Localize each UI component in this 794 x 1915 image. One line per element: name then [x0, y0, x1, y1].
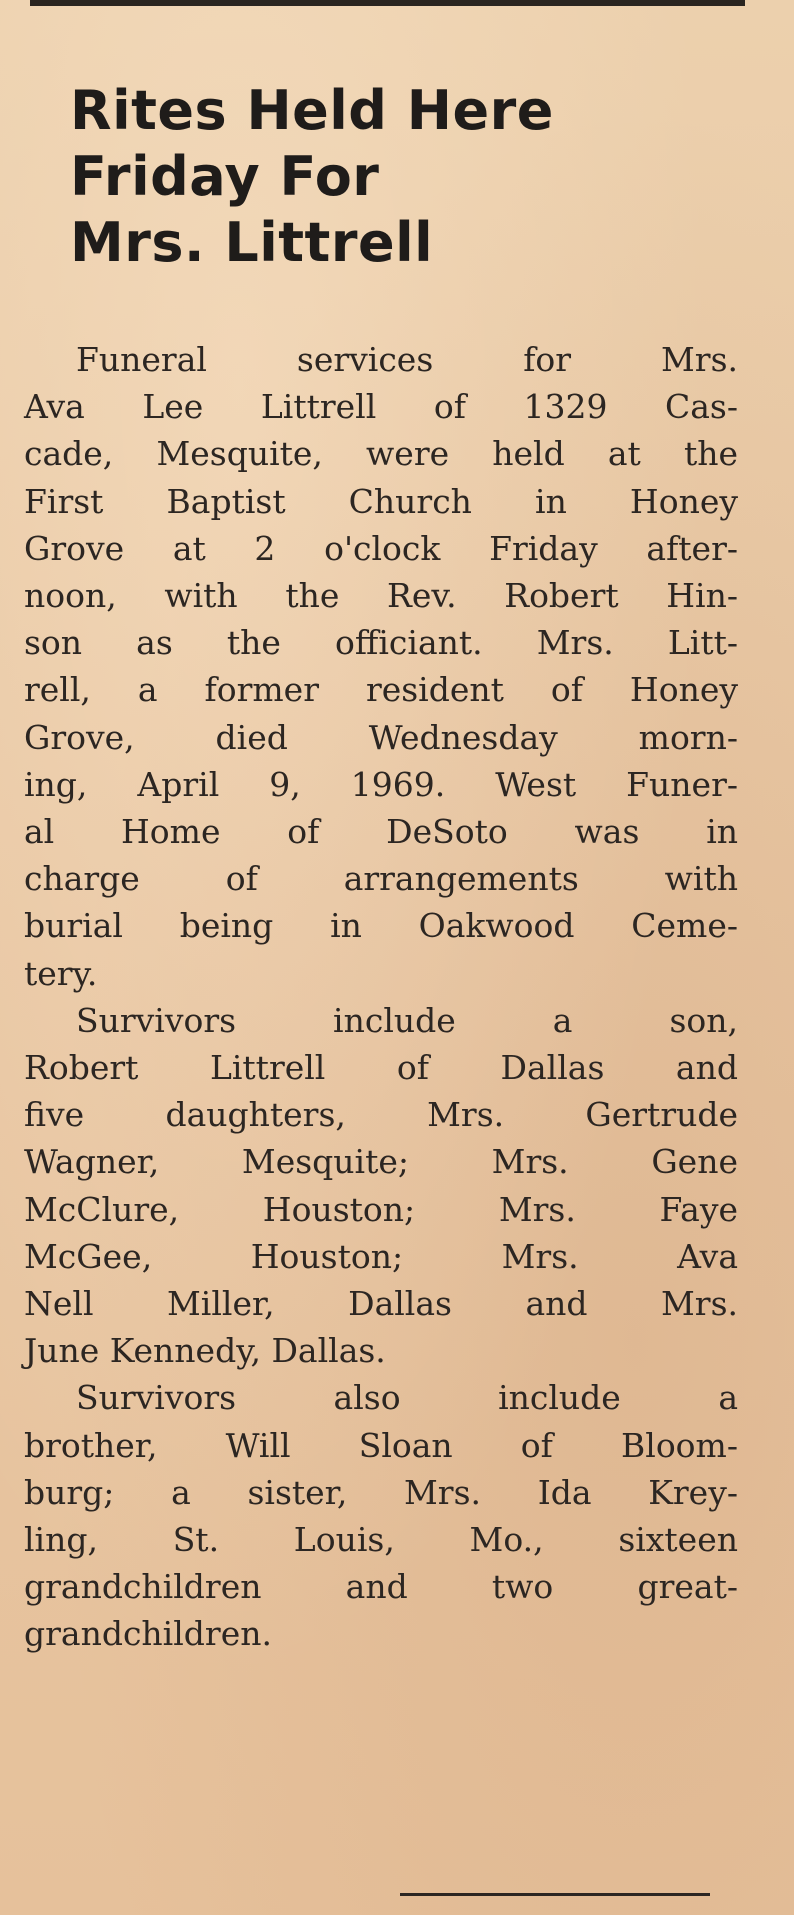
paragraph-survivors	[24, 997, 738, 1375]
headline	[70, 78, 710, 276]
text-line: tery.	[24, 953, 98, 993]
text-line: McGee, Houston; Mrs. Ava	[24, 1236, 738, 1276]
text-line: ing, April 9, 1969. West Funer-	[24, 764, 738, 804]
text-line: burg; a sister, Mrs. Ida Krey-	[24, 1472, 738, 1512]
text-line: Robert Littrell of Dallas and	[24, 1048, 738, 1088]
text-line: cade, Mesquite, were held at the	[24, 434, 738, 474]
top-rule	[30, 0, 745, 6]
text-line: Wagner, Mesquite; Mrs. Gene	[24, 1142, 738, 1182]
headline-line: Rites Held Here	[70, 79, 554, 142]
headline-line: Mrs. Littrell	[70, 211, 434, 274]
text-line: Survivors also include a	[76, 1378, 738, 1418]
text-line: grandchildren and two great-	[24, 1567, 738, 1607]
text-line: rell, a former resident of Honey	[24, 670, 738, 710]
paragraph-more-survivors	[24, 1374, 738, 1657]
text-line: Survivors include a son,	[76, 1000, 738, 1040]
text-line: five daughters, Mrs. Gertrude	[24, 1095, 738, 1135]
bottom-rule	[400, 1893, 710, 1896]
text-line: brother, Will Sloan of Bloom-	[24, 1425, 738, 1465]
text-line: June Kennedy, Dallas.	[24, 1331, 386, 1371]
article-body	[24, 336, 738, 1658]
headline-line: Friday For	[70, 145, 380, 208]
text-line: charge of arrangements with	[24, 859, 738, 899]
text-line: burial being in Oakwood Ceme-	[24, 906, 738, 946]
text-line: Grove, died Wednesday morn-	[24, 717, 738, 757]
text-line: grandchildren.	[24, 1614, 272, 1654]
text-line: son as the officiant. Mrs. Litt-	[24, 623, 738, 663]
text-line: al Home of DeSoto was in	[24, 812, 738, 852]
text-line: noon, with the Rev. Robert Hin-	[24, 576, 738, 616]
text-line: Funeral services for Mrs.	[76, 340, 738, 379]
text-line: First Baptist Church in Honey	[24, 481, 738, 521]
text-line: McClure, Houston; Mrs. Faye	[24, 1189, 738, 1229]
paragraph-services	[24, 336, 738, 997]
text-line: Ava Lee Littrell of 1329 Cas-	[24, 387, 738, 427]
text-line: ling, St. Louis, Mo., sixteen	[24, 1520, 738, 1560]
text-line: Nell Miller, Dallas and Mrs.	[24, 1284, 738, 1324]
text-line: Grove at 2 o'clock Friday after-	[24, 528, 738, 568]
